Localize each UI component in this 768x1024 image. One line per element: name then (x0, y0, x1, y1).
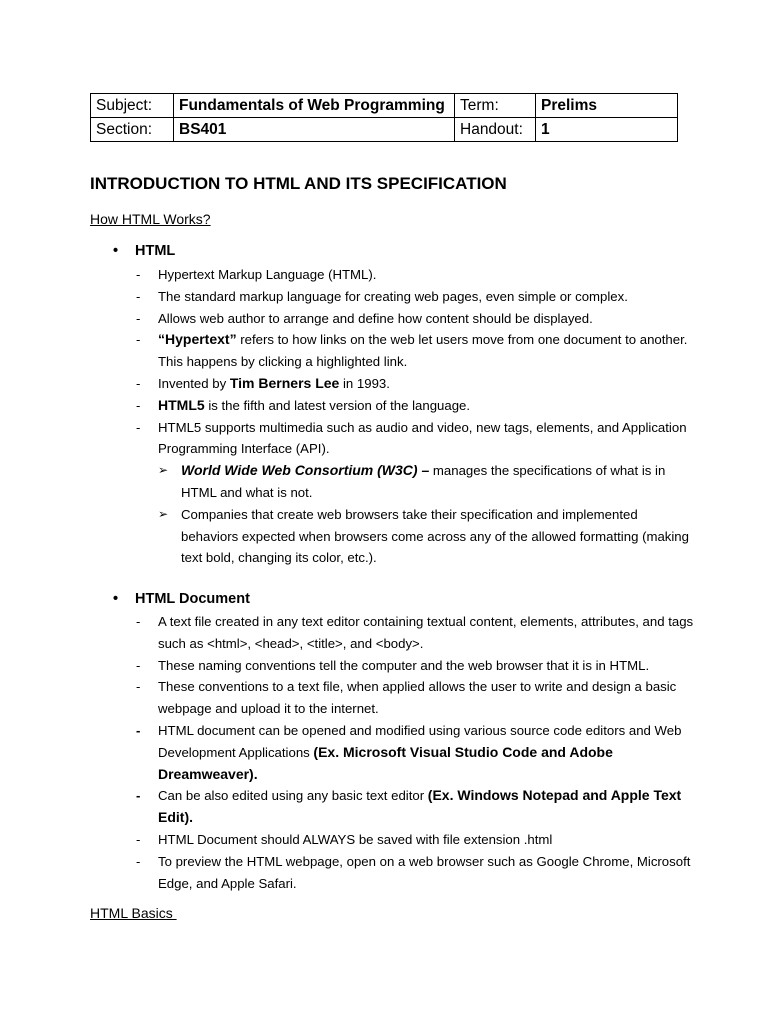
sub-list-item: ➢ Companies that create web browsers take their specification and implemented behaviors expected when browsers come across any of the allowed formatting (making text bold, changing its color, etc.). (158, 504, 696, 569)
handout-label: Handout: (455, 118, 536, 142)
opened-examples: (Ex. Microsoft Visual Studio Code and Adobe Dreamweaver). (158, 743, 613, 782)
header-row-subject (91, 94, 678, 118)
handout-header-table (90, 93, 678, 142)
list-item: - These conventions to a text file, when applied allows the user to write and design a basic webpage and upload it to the internet. (136, 676, 696, 720)
handout-value: 1 (536, 118, 678, 142)
bullet-dot: • (113, 243, 119, 259)
list-item (136, 329, 696, 373)
opened-desc: HTML document can be opened and modified using various source code editors and Web Development Applications (158, 722, 682, 760)
html5-term: HTML5 (158, 396, 205, 413)
w3c-desc: manages the specifications of what is in HTML and what is not. (181, 463, 666, 500)
section-value: BS401 (174, 118, 455, 142)
bullet-html (113, 243, 175, 259)
sub-list-item (158, 460, 696, 504)
document-title: INTRODUCTION TO HTML AND ITS SPECIFICATION (90, 174, 507, 193)
list-item: - HTML Document should ALWAYS be saved with file extension .html (136, 829, 696, 851)
list-item: - To preview the HTML webpage, open on a web browser such as Google Chrome, Microsoft Edge, and Apple Safari. (136, 851, 696, 895)
list-item: - The standard markup language for creating web pages, even simple or complex. (136, 286, 696, 308)
list-item (136, 785, 696, 829)
edited-desc: Can be also edited using any basic text editor (158, 788, 428, 804)
w3c-term: World Wide Web Consortium (W3C) – (181, 462, 430, 479)
list-item (136, 373, 696, 395)
section-label: Section: (91, 118, 174, 142)
list-item: - Allows web author to arrange and define how content should be displayed. (136, 308, 696, 330)
term-value: Prelims (536, 94, 678, 118)
edited-examples: (Ex. Windows Notepad and Apple Text Edit). (158, 787, 682, 826)
inventor-name: Tim Berners Lee (229, 374, 340, 391)
list-item (136, 720, 696, 785)
html-points-list (136, 264, 696, 569)
section-heading-how-html-works: How HTML Works? (90, 211, 211, 227)
bullet-html-label: HTML (135, 243, 176, 259)
hypertext-desc: refers to how links on the web let users move from one document to another. This happens by clicking a highlighted link. (158, 332, 688, 370)
html-document-points-list (136, 611, 696, 894)
list-item: - A text file created in any text editor containing textual content, elements, attributes, and tags such as <html>, <head>, <title>, and <body>. (136, 611, 696, 655)
hypertext-term: “Hypertext” (158, 331, 237, 348)
list-item: - HTML5 supports multimedia such as audio and video, new tags, elements, and Application Programming Interface (API). (136, 417, 696, 461)
term-label: Term: (455, 94, 536, 118)
bullet-dot: • (113, 591, 119, 607)
list-item: - These naming conventions tell the computer and the web browser that it is in HTML. (136, 655, 696, 677)
bullet-html-document (113, 591, 250, 607)
bullet-html-document-label: HTML Document (135, 591, 250, 607)
section-heading-html-basics: HTML Basics (90, 905, 177, 921)
sub-list-container (136, 460, 696, 569)
header-row-section (91, 118, 678, 142)
w3c-sub-list (158, 460, 696, 569)
html5-desc: is the fifth and latest version of the language. (204, 397, 471, 413)
invented-pre: Invented by (158, 375, 230, 391)
subject-value: Fundamentals of Web Programming (174, 94, 455, 118)
list-item (136, 395, 696, 417)
subject-label: Subject: (91, 94, 174, 118)
invented-post: in 1993. (339, 375, 390, 391)
list-item: - Hypertext Markup Language (HTML). (136, 264, 696, 286)
